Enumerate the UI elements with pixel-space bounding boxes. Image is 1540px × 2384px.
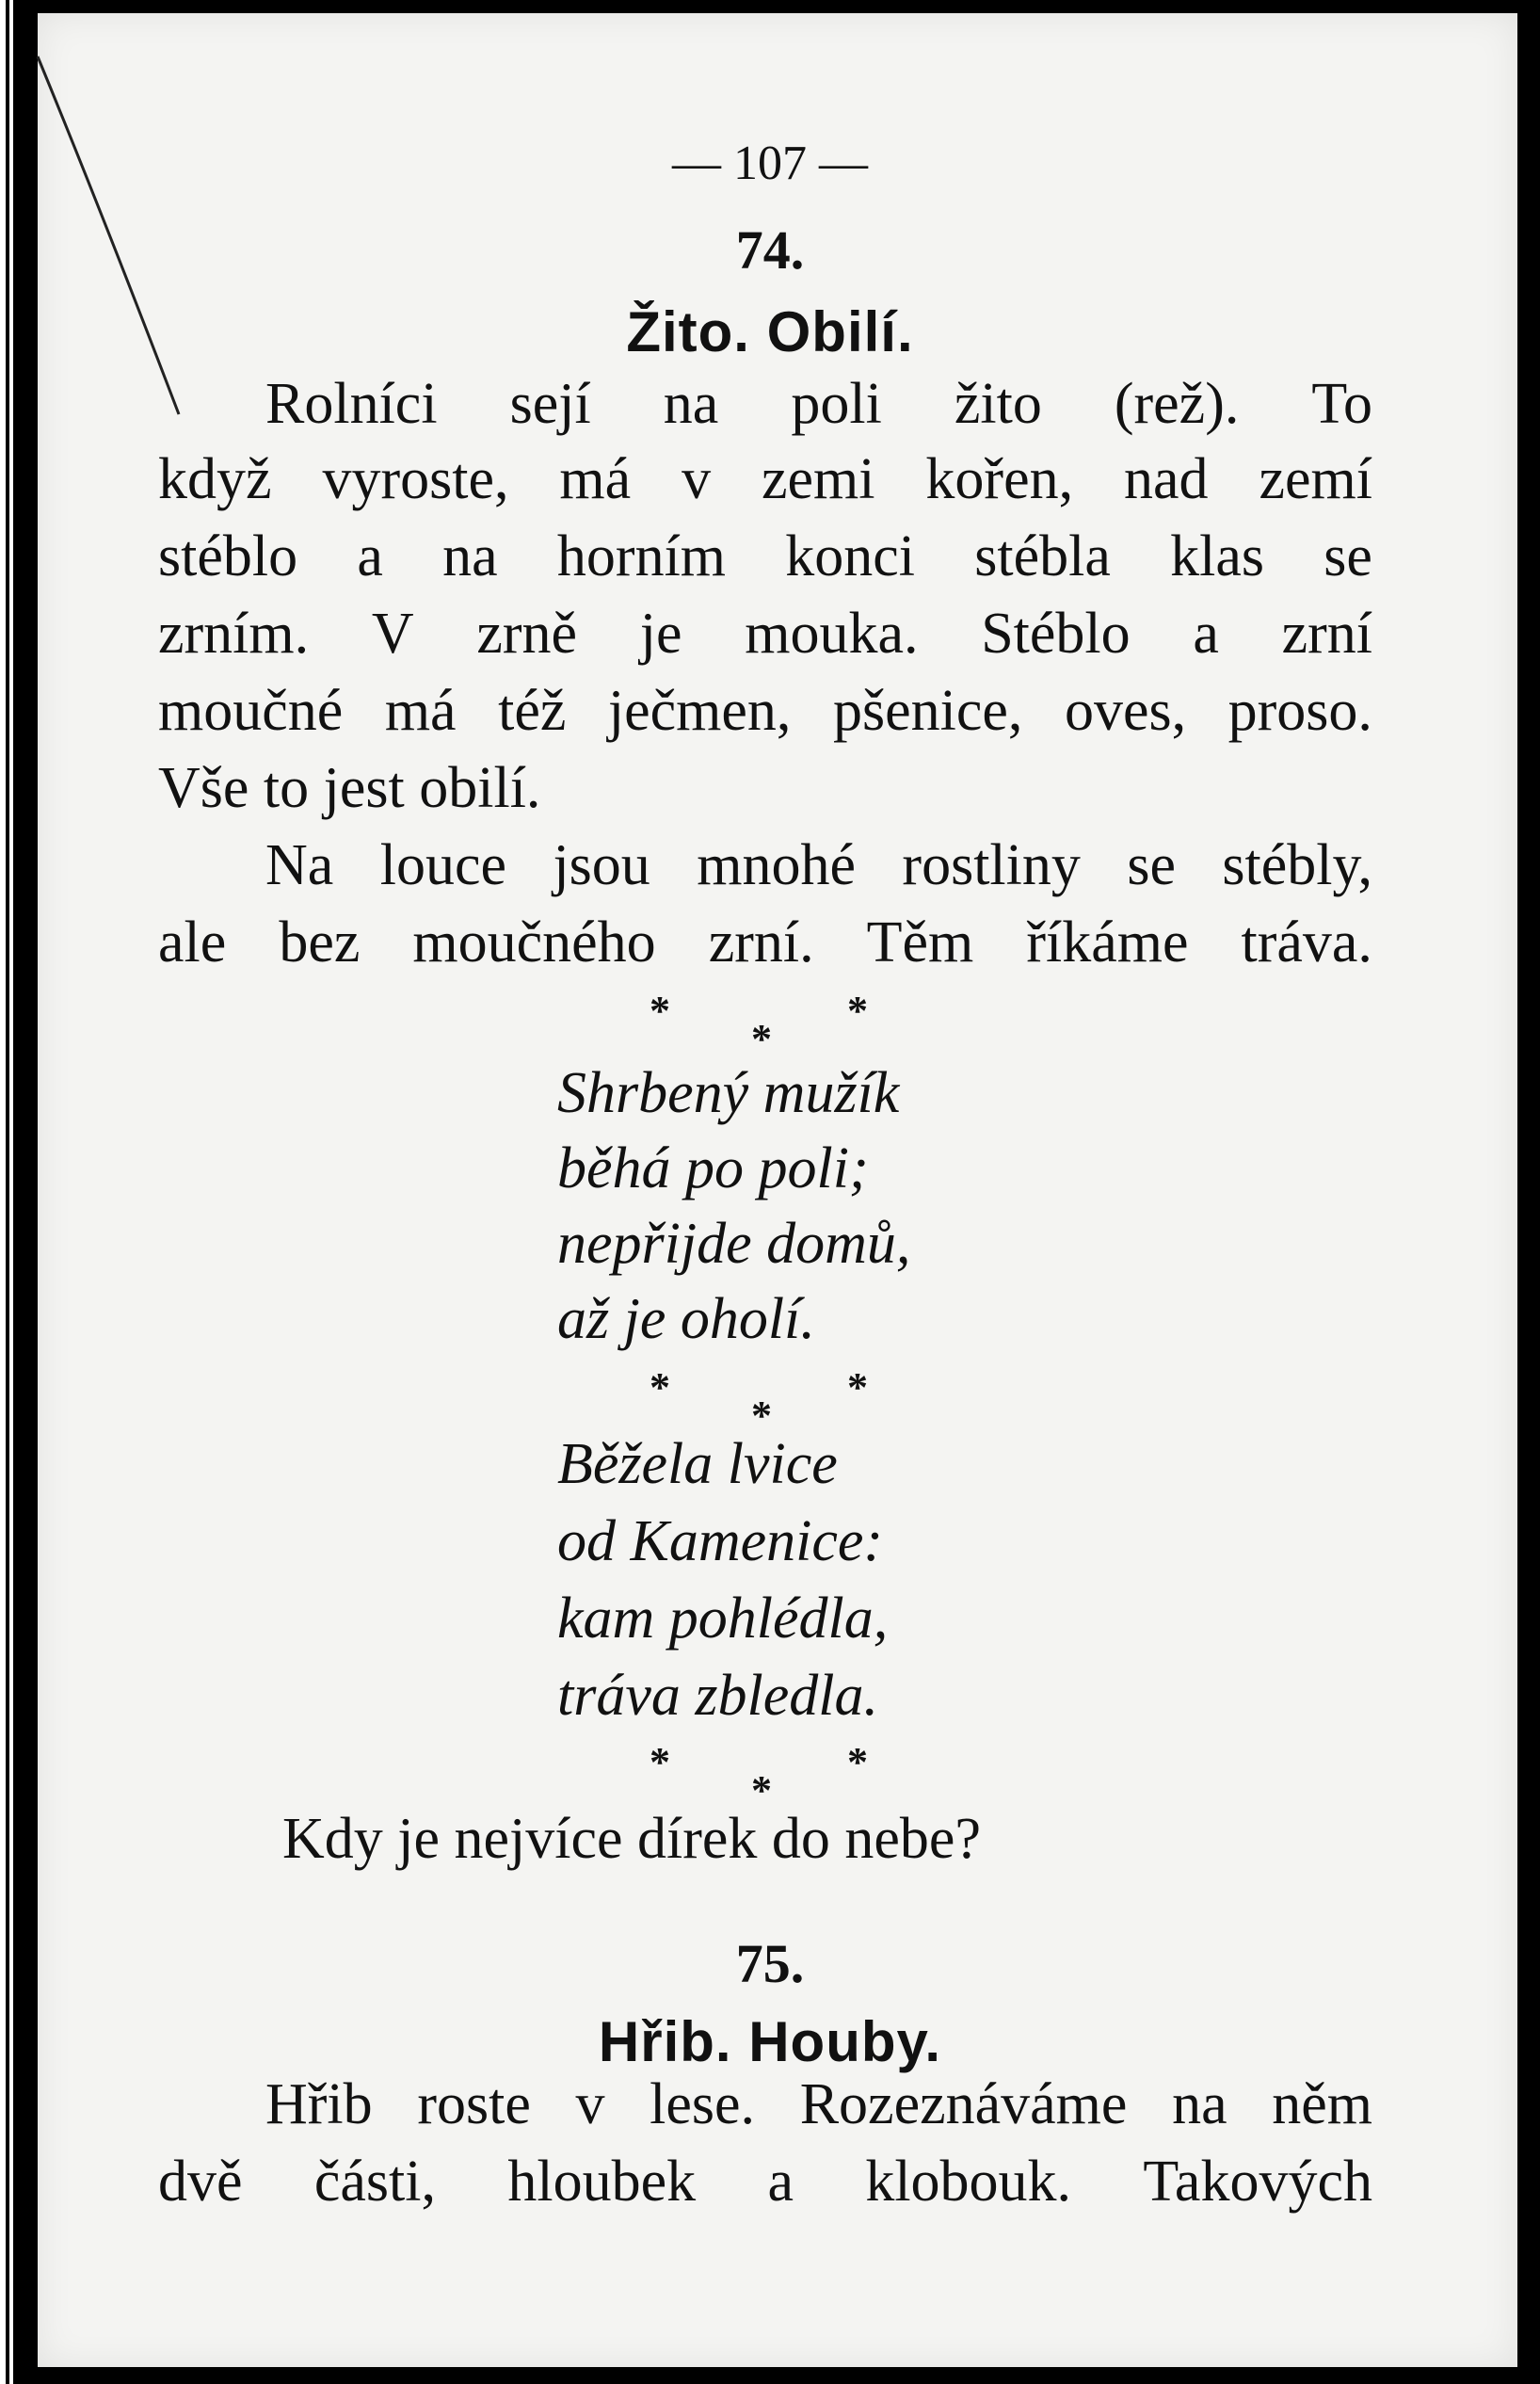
asterisk: *	[751, 1767, 772, 1813]
word: je	[639, 602, 682, 666]
word: poli	[791, 372, 882, 436]
asterism-divider	[650, 1738, 875, 1813]
word: Stéblo	[981, 602, 1131, 666]
word: louce	[379, 833, 506, 897]
word: roste	[417, 2072, 531, 2136]
word: zrní.	[708, 910, 814, 975]
word: To	[1311, 372, 1372, 436]
riddle-line: až je oholí.	[557, 1287, 815, 1351]
word: oves,	[1064, 679, 1187, 743]
word: mouka.	[745, 602, 919, 666]
word: konci	[785, 524, 916, 588]
word: zrní	[1281, 602, 1372, 666]
word: Hřib	[265, 2072, 373, 2136]
word: moučné	[158, 679, 344, 743]
word: pšenice,	[832, 679, 1023, 743]
asterisk: *	[650, 1739, 670, 1785]
asterisk: *	[847, 1739, 868, 1785]
word: a	[357, 524, 383, 588]
word: zrním.	[158, 602, 310, 666]
paragraph-line	[158, 524, 1372, 588]
word: Rozeznáváme	[799, 2072, 1128, 2136]
asterisk: *	[847, 1364, 868, 1410]
word: když	[158, 447, 272, 511]
riddle-line: tráva zbledla.	[557, 1664, 878, 1728]
word: nad	[1124, 447, 1209, 511]
paragraph-line	[158, 679, 1372, 743]
paragraph-line	[265, 2072, 1372, 2136]
riddle-question: Kdy je nejvíce dírek do nebe?	[282, 1807, 981, 1871]
word: žito	[954, 372, 1042, 436]
riddle-line: běhá po poli;	[557, 1136, 869, 1200]
paragraph-line	[158, 602, 1372, 666]
riddle-line: kam pohlédla,	[557, 1587, 889, 1651]
word: kořen,	[925, 447, 1074, 511]
word: stéblo	[158, 524, 298, 588]
paragraph-line	[265, 833, 1372, 897]
word: V	[371, 602, 414, 666]
word: zrně	[476, 602, 578, 666]
riddle-line: od Kamenice:	[557, 1509, 884, 1573]
riddle-line: Shrbený mužík	[557, 1061, 900, 1125]
word: části,	[313, 2150, 436, 2214]
section-number-74: 74.	[735, 219, 805, 281]
word: se	[1127, 833, 1176, 897]
word: má	[384, 679, 457, 743]
word: rostliny	[902, 833, 1081, 897]
asterisk: *	[650, 1364, 670, 1410]
asterisk: *	[751, 1016, 772, 1062]
section-title-75: Hřib. Houby.	[598, 2010, 942, 2073]
riddle-line: nepřijde domů,	[557, 1212, 911, 1276]
word: v	[575, 2072, 605, 2136]
paragraph-line	[265, 372, 1372, 436]
word: moučného	[412, 910, 656, 975]
paragraph-line	[158, 2150, 1372, 2214]
page-number: — 107 —	[672, 137, 868, 190]
word: stébla	[974, 524, 1111, 588]
word: ale	[158, 910, 227, 975]
asterism-divider	[650, 987, 875, 1062]
word: též	[498, 679, 567, 743]
word: má	[559, 447, 632, 511]
word: vyroste,	[322, 447, 509, 511]
word: a	[767, 2150, 794, 2214]
word: dvě	[158, 2150, 243, 2214]
word: Takových	[1143, 2150, 1372, 2214]
word: jsou	[553, 833, 650, 897]
word: něm	[1272, 2072, 1372, 2136]
word: zemí	[1259, 447, 1372, 511]
word: na	[442, 524, 498, 588]
section-title-74: Žito. Obilí.	[626, 300, 914, 363]
asterism-divider	[650, 1363, 875, 1439]
riddle-line: Běžela lvice	[557, 1432, 838, 1496]
word: na	[1172, 2072, 1227, 2136]
word: mnohé	[697, 833, 856, 897]
word: klas	[1170, 524, 1265, 588]
paragraph-line	[158, 910, 1372, 975]
word: ječmen,	[607, 679, 792, 743]
word: Těm	[866, 910, 974, 975]
word: se	[1323, 524, 1372, 588]
word: na	[663, 372, 719, 436]
word: Rolníci	[265, 372, 438, 436]
word: hloubek	[507, 2150, 697, 2214]
paragraph-line: Vše to jest obilí.	[158, 756, 541, 820]
word: stébly,	[1222, 833, 1372, 897]
asterisk: *	[650, 988, 670, 1034]
word: (rež).	[1114, 372, 1240, 436]
asterisk: *	[751, 1393, 772, 1439]
word: Na	[265, 833, 334, 897]
word: tráva.	[1241, 910, 1372, 975]
word: proso.	[1227, 679, 1372, 743]
word: v	[682, 447, 712, 511]
word: sejí	[509, 372, 591, 436]
word: klobouk.	[865, 2150, 1072, 2214]
word: říkáme	[1026, 910, 1189, 975]
word: bez	[279, 910, 361, 975]
word: horním	[556, 524, 727, 588]
word: zemi	[762, 447, 875, 511]
section-number-75: 75.	[735, 1933, 805, 1994]
asterisk: *	[847, 988, 868, 1034]
word: lese.	[650, 2072, 756, 2136]
paragraph-line	[158, 447, 1372, 511]
word: a	[1193, 602, 1219, 666]
